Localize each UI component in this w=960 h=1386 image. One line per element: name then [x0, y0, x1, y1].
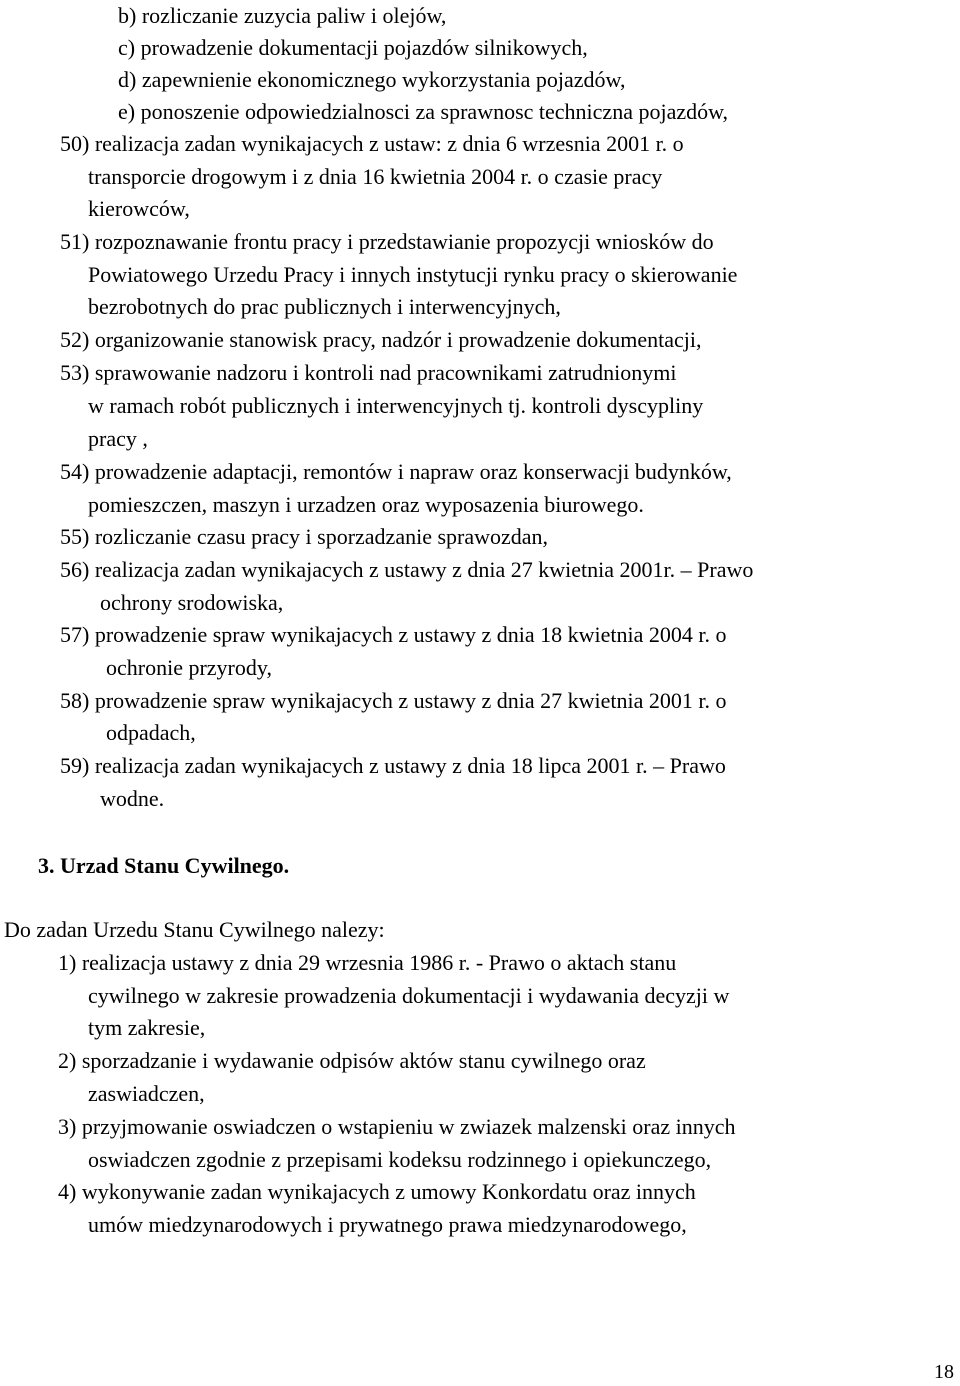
text-line: e) ponoszenie odpowiedzialnosci za sprawnosc techniczna pojazdów, [118, 99, 729, 124]
text-line: odpadach, [106, 720, 196, 745]
text-line: 57) prowadzenie spraw wynikajacych z ustawy z dnia 18 kwietnia 2004 r. o [60, 622, 727, 647]
text-line: tym zakresie, [88, 1015, 206, 1040]
text-line: 54) prowadzenie adaptacji, remontów i napraw oraz konserwacji budynków, [60, 459, 732, 484]
text-line: pracy , [88, 426, 148, 451]
text-line: umów miedzynarodowych i prywatnego prawa miedzynarodowego, [88, 1212, 687, 1237]
text-line: w ramach robót publicznych i interwencyjnych tj. kontroli dyscypliny [88, 393, 704, 418]
text-line: 55) rozliczanie czasu pracy i sporzadzanie sprawozdan, [60, 524, 549, 549]
text-line: 58) prowadzenie spraw wynikajacych z ustawy z dnia 27 kwietnia 2001 r. o [60, 688, 727, 713]
text-line: bezrobotnych do prac publicznych i interwencyjnych, [88, 294, 561, 319]
text-line: zaswiadczen, [88, 1081, 205, 1106]
text-line: b) rozliczanie zuzycia paliw i olejów, [118, 3, 447, 28]
text-line: transporcie drogowym i z dnia 16 kwietnia 2004 r. o czasie pracy [88, 164, 663, 189]
text-line: c) prowadzenie dokumentacji pojazdów silnikowych, [118, 35, 588, 60]
text-line: ochronie przyrody, [106, 655, 272, 680]
text-line: pomieszczen, maszyn i urzadzen oraz wyposazenia biurowego. [88, 492, 644, 517]
text-line: oswiadczen zgodnie z przepisami kodeksu rodzinnego i opiekunczego, [88, 1147, 712, 1172]
text-line: 3) przyjmowanie oswiadczen o wstapieniu w zwiazek malzenski oraz innych [58, 1114, 736, 1139]
text-line: Powiatowego Urzedu Pracy i innych instytucji rynku pracy o skierowanie [88, 262, 738, 287]
text-line: 4) wykonywanie zadan wynikajacych z umowy Konkordatu oraz innych [58, 1179, 696, 1204]
text-line: 2) sporzadzanie i wydawanie odpisów aktów stanu cywilnego oraz [58, 1048, 646, 1073]
section-intro: Do zadan Urzedu Stanu Cywilnego nalezy: [4, 917, 385, 942]
page-number: 18 [934, 1361, 954, 1383]
text-line: wodne. [100, 786, 165, 811]
text-line: 52) organizowanie stanowisk pracy, nadzór i prowadzenie dokumentacji, [60, 327, 702, 352]
text-line: 53) sprawowanie nadzoru i kontroli nad pracownikami zatrudnionymi [60, 360, 677, 385]
section-heading: 3. Urzad Stanu Cywilnego. [38, 853, 290, 878]
text-line: 1) realizacja ustawy z dnia 29 wrzesnia 1986 r. - Prawo o aktach stanu [58, 950, 677, 975]
text-line: ochrony srodowiska, [100, 590, 284, 615]
text-line: 51) rozpoznawanie frontu pracy i przedstawianie propozycji wniosków do [60, 229, 714, 254]
text-line: kierowców, [88, 196, 190, 221]
text-line: 50) realizacja zadan wynikajacych z ustaw: z dnia 6 wrzesnia 2001 r. o [60, 131, 684, 156]
text-line: cywilnego w zakresie prowadzenia dokumentacji i wydawania decyzji w [88, 983, 730, 1008]
text-line: d) zapewnienie ekonomicznego wykorzystania pojazdów, [118, 67, 626, 92]
text-line: 56) realizacja zadan wynikajacych z ustawy z dnia 27 kwietnia 2001r. – Prawo [60, 557, 754, 582]
text-line: 59) realizacja zadan wynikajacych z ustawy z dnia 18 lipca 2001 r. – Prawo [60, 753, 726, 778]
